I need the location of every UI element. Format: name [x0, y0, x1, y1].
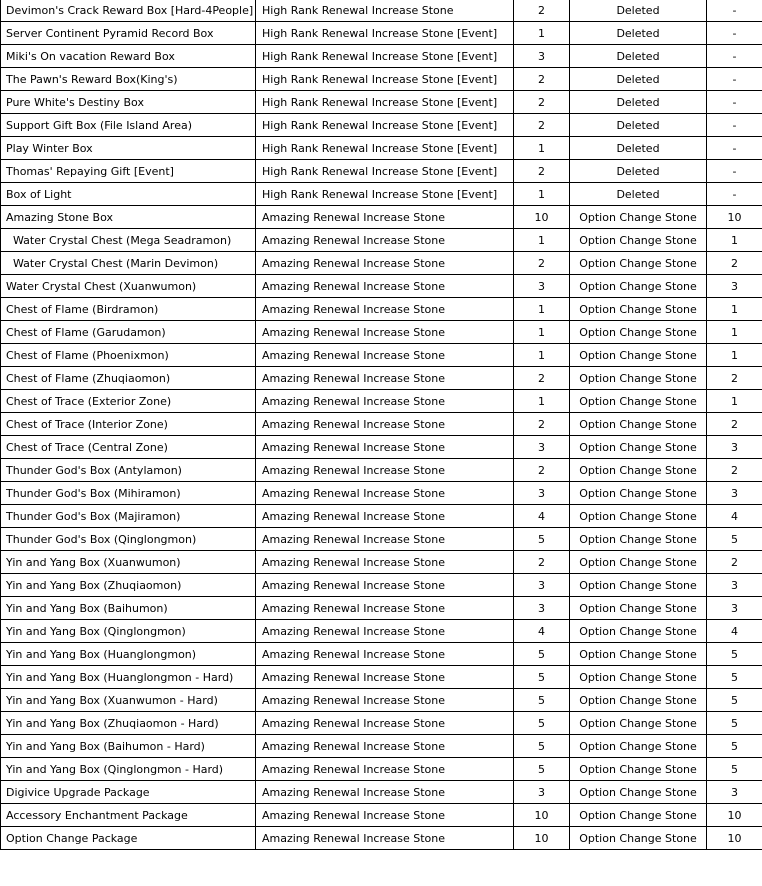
- table-body: [1, 0, 762, 850]
- box-name-cell: Chest of Flame (Garudamon): [1, 321, 256, 344]
- box-name-cell: Yin and Yang Box (Xuanwumon): [1, 551, 256, 574]
- replacement-item-cell: Deleted: [570, 22, 707, 45]
- box-name-cell: Chest of Flame (Zhuqiaomon): [1, 367, 256, 390]
- stone-quantity-cell: 1: [514, 22, 570, 45]
- replacement-quantity-cell: 5: [707, 689, 762, 712]
- replacement-quantity-cell: -: [707, 45, 762, 68]
- stone-name-cell: Amazing Renewal Increase Stone: [256, 551, 514, 574]
- replacement-item-cell: Option Change Stone: [570, 758, 707, 781]
- stone-quantity-cell: 10: [514, 206, 570, 229]
- table-row: [1, 229, 762, 252]
- stone-name-cell: Amazing Renewal Increase Stone: [256, 275, 514, 298]
- replacement-item-cell: Option Change Stone: [570, 206, 707, 229]
- replacement-item-cell: Option Change Stone: [570, 298, 707, 321]
- stone-name-cell: Amazing Renewal Increase Stone: [256, 574, 514, 597]
- stone-quantity-cell: 1: [514, 321, 570, 344]
- replacement-item-cell: Option Change Stone: [570, 459, 707, 482]
- stone-quantity-cell: 10: [514, 827, 570, 850]
- replacement-quantity-cell: -: [707, 91, 762, 114]
- table-row: [1, 413, 762, 436]
- stone-quantity-cell: 2: [514, 68, 570, 91]
- stone-quantity-cell: 2: [514, 160, 570, 183]
- stone-quantity-cell: 1: [514, 183, 570, 206]
- replacement-item-cell: Option Change Stone: [570, 689, 707, 712]
- stone-quantity-cell: 3: [514, 482, 570, 505]
- stone-name-cell: Amazing Renewal Increase Stone: [256, 482, 514, 505]
- replacement-quantity-cell: -: [707, 183, 762, 206]
- stone-quantity-cell: 5: [514, 528, 570, 551]
- stone-name-cell: Amazing Renewal Increase Stone: [256, 689, 514, 712]
- replacement-item-cell: Option Change Stone: [570, 827, 707, 850]
- replacement-quantity-cell: -: [707, 22, 762, 45]
- table-row: [1, 459, 762, 482]
- table-row: [1, 735, 762, 758]
- replacement-item-cell: Deleted: [570, 137, 707, 160]
- replacement-quantity-cell: 3: [707, 781, 762, 804]
- replacement-item-cell: Option Change Stone: [570, 620, 707, 643]
- stone-name-cell: High Rank Renewal Increase Stone [Event]: [256, 137, 514, 160]
- replacement-item-cell: Option Change Stone: [570, 505, 707, 528]
- replacement-quantity-cell: 2: [707, 413, 762, 436]
- replacement-quantity-cell: 5: [707, 666, 762, 689]
- replacement-item-cell: Deleted: [570, 0, 707, 22]
- replacement-item-cell: Deleted: [570, 114, 707, 137]
- stone-name-cell: High Rank Renewal Increase Stone: [256, 0, 514, 22]
- table-row: [1, 137, 762, 160]
- box-name-cell: Water Crystal Chest (Xuanwumon): [1, 275, 256, 298]
- replacement-quantity-cell: 3: [707, 597, 762, 620]
- replacement-item-cell: Option Change Stone: [570, 390, 707, 413]
- stone-name-cell: Amazing Renewal Increase Stone: [256, 390, 514, 413]
- stone-name-cell: High Rank Renewal Increase Stone [Event]: [256, 45, 514, 68]
- table-row: [1, 160, 762, 183]
- box-name-cell: Digivice Upgrade Package: [1, 781, 256, 804]
- table-row: [1, 275, 762, 298]
- stone-quantity-cell: 3: [514, 275, 570, 298]
- replacement-quantity-cell: 1: [707, 321, 762, 344]
- stone-name-cell: Amazing Renewal Increase Stone: [256, 643, 514, 666]
- stone-quantity-cell: 2: [514, 459, 570, 482]
- table-row: [1, 114, 762, 137]
- table-row: [1, 68, 762, 91]
- table-row: [1, 436, 762, 459]
- stone-name-cell: Amazing Renewal Increase Stone: [256, 781, 514, 804]
- table-row: [1, 298, 762, 321]
- stone-quantity-cell: 2: [514, 413, 570, 436]
- stone-name-cell: Amazing Renewal Increase Stone: [256, 597, 514, 620]
- stone-name-cell: Amazing Renewal Increase Stone: [256, 206, 514, 229]
- replacement-quantity-cell: 3: [707, 275, 762, 298]
- replacement-quantity-cell: -: [707, 114, 762, 137]
- stone-quantity-cell: 2: [514, 252, 570, 275]
- stone-name-cell: High Rank Renewal Increase Stone [Event]: [256, 68, 514, 91]
- table-row: [1, 91, 762, 114]
- stone-quantity-cell: 2: [514, 91, 570, 114]
- table-row: [1, 827, 762, 850]
- stone-quantity-cell: 3: [514, 597, 570, 620]
- table-row: [1, 321, 762, 344]
- table-row: [1, 620, 762, 643]
- stone-quantity-cell: 3: [514, 436, 570, 459]
- replacement-quantity-cell: 2: [707, 551, 762, 574]
- replacement-item-cell: Option Change Stone: [570, 436, 707, 459]
- replacement-item-cell: Option Change Stone: [570, 344, 707, 367]
- replacement-item-cell: Option Change Stone: [570, 574, 707, 597]
- table-row: [1, 183, 762, 206]
- box-name-cell: Thunder God's Box (Mihiramon): [1, 482, 256, 505]
- stone-quantity-cell: 1: [514, 298, 570, 321]
- replacement-item-cell: Option Change Stone: [570, 321, 707, 344]
- stone-name-cell: Amazing Renewal Increase Stone: [256, 459, 514, 482]
- stone-quantity-cell: 10: [514, 804, 570, 827]
- stone-quantity-cell: 1: [514, 229, 570, 252]
- table-row: [1, 528, 762, 551]
- replacement-item-cell: Option Change Stone: [570, 229, 707, 252]
- box-name-cell: Yin and Yang Box (Huanglongmon - Hard): [1, 666, 256, 689]
- replacement-item-cell: Option Change Stone: [570, 551, 707, 574]
- replacement-item-cell: Option Change Stone: [570, 712, 707, 735]
- stone-quantity-cell: 1: [514, 344, 570, 367]
- stone-name-cell: Amazing Renewal Increase Stone: [256, 344, 514, 367]
- stone-name-cell: Amazing Renewal Increase Stone: [256, 413, 514, 436]
- box-name-cell: Yin and Yang Box (Qinglongmon): [1, 620, 256, 643]
- replacement-quantity-cell: -: [707, 160, 762, 183]
- table-row: [1, 206, 762, 229]
- box-name-cell: Amazing Stone Box: [1, 206, 256, 229]
- box-name-cell: Pure White's Destiny Box: [1, 91, 256, 114]
- table-row: [1, 482, 762, 505]
- stone-quantity-cell: 3: [514, 781, 570, 804]
- stone-quantity-cell: 2: [514, 367, 570, 390]
- box-name-cell: Server Continent Pyramid Record Box: [1, 22, 256, 45]
- box-name-cell: Play Winter Box: [1, 137, 256, 160]
- stone-name-cell: Amazing Renewal Increase Stone: [256, 436, 514, 459]
- box-name-cell: Chest of Trace (Central Zone): [1, 436, 256, 459]
- stone-quantity-cell: 4: [514, 505, 570, 528]
- replacement-quantity-cell: 2: [707, 459, 762, 482]
- replacement-quantity-cell: -: [707, 137, 762, 160]
- table-row: [1, 390, 762, 413]
- replacement-quantity-cell: 4: [707, 620, 762, 643]
- stone-name-cell: Amazing Renewal Increase Stone: [256, 252, 514, 275]
- stone-name-cell: High Rank Renewal Increase Stone [Event]: [256, 22, 514, 45]
- stone-quantity-cell: 2: [514, 0, 570, 22]
- box-name-cell: Thunder God's Box (Majiramon): [1, 505, 256, 528]
- replacement-quantity-cell: 3: [707, 482, 762, 505]
- stone-name-cell: Amazing Renewal Increase Stone: [256, 758, 514, 781]
- box-name-cell: Yin and Yang Box (Baihumon): [1, 597, 256, 620]
- replacement-quantity-cell: 5: [707, 735, 762, 758]
- stone-name-cell: High Rank Renewal Increase Stone [Event]: [256, 183, 514, 206]
- replacement-quantity-cell: 5: [707, 643, 762, 666]
- box-name-cell: Option Change Package: [1, 827, 256, 850]
- replacement-quantity-cell: 5: [707, 758, 762, 781]
- table-row: [1, 574, 762, 597]
- replacement-item-cell: Deleted: [570, 68, 707, 91]
- box-name-cell: Yin and Yang Box (Huanglongmon): [1, 643, 256, 666]
- table-row: [1, 252, 762, 275]
- replacement-item-cell: Deleted: [570, 160, 707, 183]
- stone-quantity-cell: 3: [514, 45, 570, 68]
- replacement-quantity-cell: 5: [707, 712, 762, 735]
- box-name-cell: Water Crystal Chest (Marin Devimon): [1, 252, 256, 275]
- replacement-item-cell: Option Change Stone: [570, 252, 707, 275]
- box-name-cell: Chest of Flame (Birdramon): [1, 298, 256, 321]
- stone-name-cell: Amazing Renewal Increase Stone: [256, 298, 514, 321]
- replacement-item-cell: Option Change Stone: [570, 804, 707, 827]
- stone-name-cell: Amazing Renewal Increase Stone: [256, 735, 514, 758]
- box-name-cell: Water Crystal Chest (Mega Seadramon): [1, 229, 256, 252]
- stone-quantity-cell: 5: [514, 758, 570, 781]
- box-name-cell: Support Gift Box (File Island Area): [1, 114, 256, 137]
- box-name-cell: Thunder God's Box (Qinglongmon): [1, 528, 256, 551]
- stone-quantity-cell: 5: [514, 689, 570, 712]
- replacement-item-cell: Option Change Stone: [570, 597, 707, 620]
- box-name-cell: Box of Light: [1, 183, 256, 206]
- stone-name-cell: Amazing Renewal Increase Stone: [256, 505, 514, 528]
- stone-quantity-cell: 1: [514, 390, 570, 413]
- replacement-quantity-cell: 3: [707, 436, 762, 459]
- table-row: [1, 804, 762, 827]
- table-row: [1, 781, 762, 804]
- replacement-item-cell: Option Change Stone: [570, 735, 707, 758]
- replacement-quantity-cell: 2: [707, 252, 762, 275]
- box-name-cell: Devimon's Crack Reward Box [Hard-4People]: [1, 0, 256, 22]
- replacement-quantity-cell: 1: [707, 298, 762, 321]
- table-row: [1, 22, 762, 45]
- replacement-quantity-cell: 3: [707, 574, 762, 597]
- box-name-cell: Thomas' Repaying Gift [Event]: [1, 160, 256, 183]
- table-row: [1, 551, 762, 574]
- replacement-quantity-cell: 2: [707, 367, 762, 390]
- replacement-item-cell: Option Change Stone: [570, 643, 707, 666]
- stone-name-cell: Amazing Renewal Increase Stone: [256, 712, 514, 735]
- replacement-quantity-cell: 10: [707, 827, 762, 850]
- replacement-quantity-cell: 10: [707, 206, 762, 229]
- stone-quantity-cell: 2: [514, 551, 570, 574]
- replacement-quantity-cell: 1: [707, 229, 762, 252]
- stone-quantity-cell: 2: [514, 114, 570, 137]
- box-name-cell: Yin and Yang Box (Xuanwumon - Hard): [1, 689, 256, 712]
- replacement-quantity-cell: -: [707, 68, 762, 91]
- box-name-cell: Chest of Trace (Exterior Zone): [1, 390, 256, 413]
- replacement-item-cell: Option Change Stone: [570, 666, 707, 689]
- stone-quantity-cell: 5: [514, 666, 570, 689]
- table-row: [1, 712, 762, 735]
- table-row: [1, 758, 762, 781]
- replacement-quantity-cell: 10: [707, 804, 762, 827]
- box-name-cell: Chest of Flame (Phoenixmon): [1, 344, 256, 367]
- replacement-item-cell: Option Change Stone: [570, 528, 707, 551]
- stone-name-cell: Amazing Renewal Increase Stone: [256, 666, 514, 689]
- stone-name-cell: High Rank Renewal Increase Stone [Event]: [256, 91, 514, 114]
- replacement-quantity-cell: 1: [707, 344, 762, 367]
- replacement-item-cell: Option Change Stone: [570, 275, 707, 298]
- table-row: [1, 689, 762, 712]
- box-name-cell: Yin and Yang Box (Zhuqiaomon - Hard): [1, 712, 256, 735]
- replacement-item-cell: Option Change Stone: [570, 781, 707, 804]
- box-name-cell: Yin and Yang Box (Qinglongmon - Hard): [1, 758, 256, 781]
- stone-quantity-cell: 5: [514, 735, 570, 758]
- table-row: [1, 367, 762, 390]
- box-name-cell: Chest of Trace (Interior Zone): [1, 413, 256, 436]
- table-row: [1, 344, 762, 367]
- table-row: [1, 0, 762, 22]
- replacement-item-cell: Deleted: [570, 183, 707, 206]
- replacement-quantity-cell: 4: [707, 505, 762, 528]
- table-row: [1, 505, 762, 528]
- stone-name-cell: Amazing Renewal Increase Stone: [256, 804, 514, 827]
- stone-name-cell: Amazing Renewal Increase Stone: [256, 827, 514, 850]
- table-row: [1, 597, 762, 620]
- replacement-item-cell: Deleted: [570, 91, 707, 114]
- box-name-cell: Accessory Enchantment Package: [1, 804, 256, 827]
- box-name-cell: Yin and Yang Box (Baihumon - Hard): [1, 735, 256, 758]
- stone-name-cell: Amazing Renewal Increase Stone: [256, 321, 514, 344]
- replacement-item-cell: Option Change Stone: [570, 413, 707, 436]
- stone-name-cell: High Rank Renewal Increase Stone [Event]: [256, 114, 514, 137]
- replacement-item-cell: Option Change Stone: [570, 367, 707, 390]
- stone-quantity-cell: 3: [514, 574, 570, 597]
- stone-name-cell: Amazing Renewal Increase Stone: [256, 528, 514, 551]
- stone-quantity-cell: 4: [514, 620, 570, 643]
- stone-name-cell: Amazing Renewal Increase Stone: [256, 620, 514, 643]
- stone-name-cell: Amazing Renewal Increase Stone: [256, 367, 514, 390]
- box-name-cell: Yin and Yang Box (Zhuqiaomon): [1, 574, 256, 597]
- replacement-item-cell: Option Change Stone: [570, 482, 707, 505]
- table-row: [1, 45, 762, 68]
- box-name-cell: Thunder God's Box (Antylamon): [1, 459, 256, 482]
- replacement-item-cell: Deleted: [570, 45, 707, 68]
- stone-name-cell: Amazing Renewal Increase Stone: [256, 229, 514, 252]
- replacement-quantity-cell: 1: [707, 390, 762, 413]
- table-row: [1, 666, 762, 689]
- box-name-cell: Miki's On vacation Reward Box: [1, 45, 256, 68]
- replacement-quantity-cell: -: [707, 0, 762, 22]
- stone-name-cell: High Rank Renewal Increase Stone [Event]: [256, 160, 514, 183]
- replacement-quantity-cell: 5: [707, 528, 762, 551]
- box-name-cell: The Pawn's Reward Box(King's): [1, 68, 256, 91]
- stone-quantity-cell: 5: [514, 643, 570, 666]
- stone-quantity-cell: 1: [514, 137, 570, 160]
- table-row: [1, 643, 762, 666]
- stone-quantity-cell: 5: [514, 712, 570, 735]
